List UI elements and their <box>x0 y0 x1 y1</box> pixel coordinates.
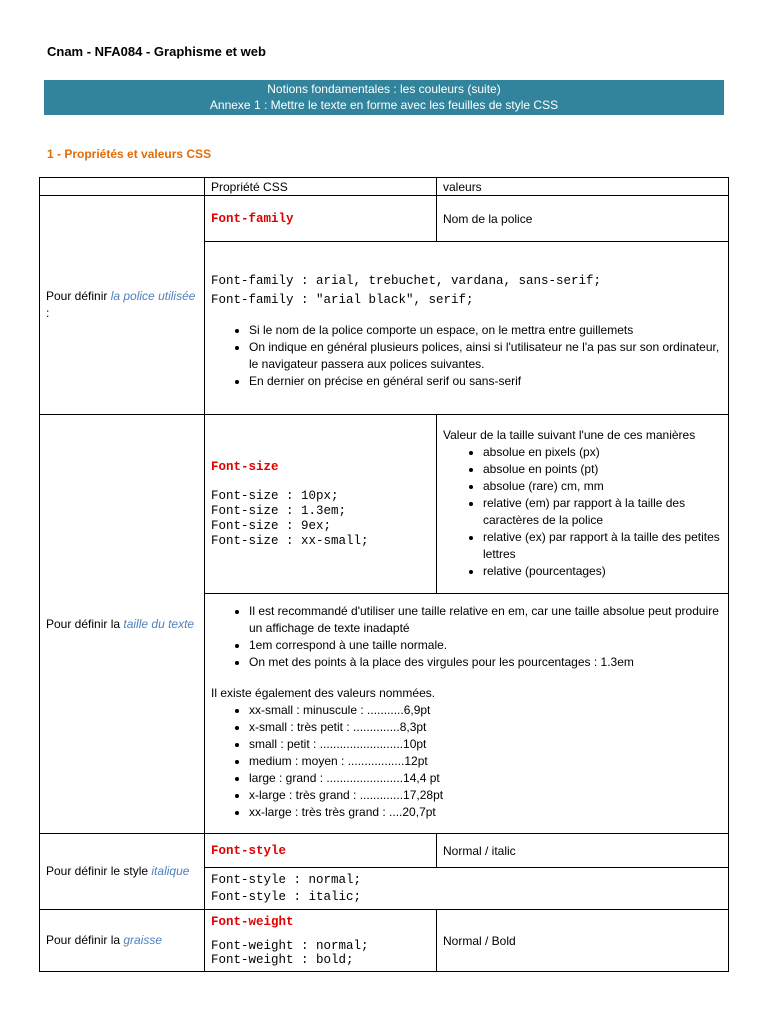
row-label-font-style: Pour définir le style italique <box>40 834 205 910</box>
header-property: Propriété CSS <box>205 178 437 196</box>
value-font-weight: Normal / Bold <box>437 910 729 972</box>
list-item: • Il est recommandé d'utiliser une taille relative en em, car une taille absolue peut produire un affichage de texte inadapté <box>249 603 722 637</box>
code-line: Font-size : 1.3em; <box>211 503 347 518</box>
table-row-font-family <box>40 196 729 242</box>
prop-font-style: Font-style <box>205 834 437 868</box>
list-item: • medium : moyen : .................12pt <box>249 753 722 770</box>
list-item: • absolue en points (pt) <box>483 461 722 478</box>
header-empty-cell <box>40 178 205 196</box>
values-intro: Valeur de la taille suivant l'une de ces manières <box>443 428 696 442</box>
row-label-font-family: Pour définir la police utilisée : <box>40 196 205 415</box>
list-item: • small : petit : .........................10pt <box>249 736 722 753</box>
font-size-values <box>443 444 722 580</box>
list-item: • x-large : très grand : .............17,28pt <box>249 787 722 804</box>
list-item: • absolue en pixels (px) <box>483 444 722 461</box>
banner-title: Notions fondamentales : les couleurs (suite) <box>267 82 501 96</box>
list-item: • En dernier on précise en général serif ou sans-serif <box>249 373 722 390</box>
list-item: • Si le nom de la police comporte un espace, on le mettra entre guillemets <box>249 322 722 339</box>
prop-font-size: Font-size Font-size : 10px; Font-size : 1.3em; Font-size : 9ex; Font-size : xx-small; <box>205 415 437 594</box>
row-label-font-size: Pour définir la taille du texte <box>40 415 205 834</box>
row-label-font-weight: Pour définir la graisse <box>40 910 205 972</box>
code-line: Font-size : xx-small; <box>211 533 369 548</box>
font-size-details <box>205 594 729 834</box>
title-banner <box>44 80 724 115</box>
section-title: 1 - Propriétés et valeurs CSS <box>47 147 212 161</box>
banner-subtitle: Annexe 1 : Mettre le texte en forme avec les feuilles de style CSS <box>209 98 559 112</box>
document-header: Cnam - NFA084 - Graphisme et web <box>47 44 266 59</box>
value-font-style: Normal / italic <box>437 834 729 868</box>
list-item: • 1em correspond à une taille normale. <box>249 637 722 654</box>
named-values-list <box>211 702 722 821</box>
font-family-details <box>205 242 729 415</box>
list-item: • xx-small : minuscule : ...........6,9pt <box>249 702 722 719</box>
code-line: Font-weight : normal; <box>211 938 369 953</box>
css-properties-table <box>39 177 729 972</box>
named-values-intro: Il existe également des valeurs nommées. <box>211 686 436 700</box>
table-row-font-style <box>40 834 729 868</box>
value-font-family: Nom de la police <box>437 196 729 242</box>
table-header-row <box>40 178 729 196</box>
code-line: Font-size : 10px; <box>211 488 339 503</box>
table-row-font-size <box>40 415 729 594</box>
code-line: Font-family : arial, trebuchet, vardana, sans-serif; <box>211 274 602 288</box>
prop-font-weight: Font-weight Font-weight : normal; Font-weight : bold; <box>205 910 437 972</box>
list-item: • x-small : très petit : ..............8,3pt <box>249 719 722 736</box>
list-item: • relative (pourcentages) <box>483 563 722 580</box>
code-line: Font-family : "arial black", serif; <box>211 293 474 307</box>
code-line: Font-style : italic; <box>211 889 362 904</box>
list-item: • xx-large : très très grand : ....20,7pt <box>249 804 722 821</box>
value-font-size <box>437 415 729 594</box>
table-row-font-weight <box>40 910 729 972</box>
list-item: • relative (em) par rapport à la taille des caractères de la police <box>483 495 722 529</box>
font-size-notes <box>211 603 722 671</box>
header-values: valeurs <box>437 178 729 196</box>
code-line: Font-style : normal; <box>211 872 362 887</box>
list-item: • relative (ex) par rapport à la taille des petites lettres <box>483 529 722 563</box>
list-item: • On met des points à la place des virgules pour les pourcentages : 1.3em <box>249 654 722 671</box>
list-item: • On indique en général plusieurs polices, ainsi si l'utilisateur ne l'a pas sur son ordinateur, le navigateur passera aux polices suivantes. <box>249 339 722 373</box>
code-line: Font-size : 9ex; <box>211 518 332 533</box>
prop-font-family: Font-family <box>205 196 437 242</box>
list-item: • large : grand : .......................14,4 pt <box>249 770 722 787</box>
list-item: • absolue (rare) cm, mm <box>483 478 722 495</box>
code-line: Font-weight : bold; <box>211 952 354 967</box>
font-family-notes <box>211 322 722 390</box>
font-style-details <box>205 868 729 910</box>
